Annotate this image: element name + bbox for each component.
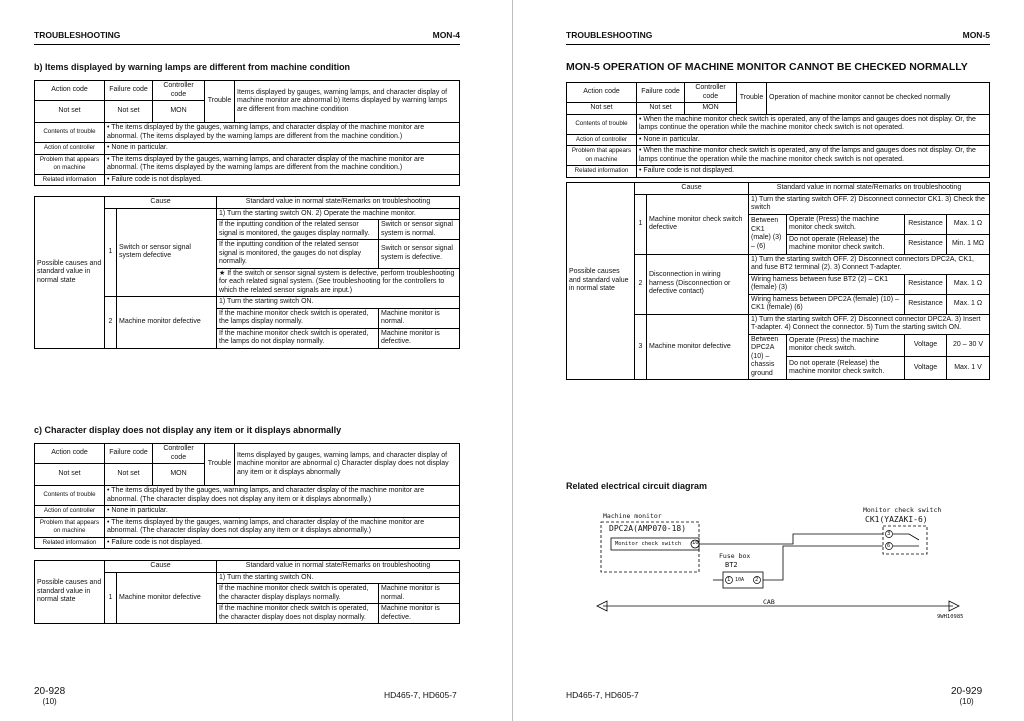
contents-text: • The items displayed by the gauges, warning lamps, and character display of the machine monitor are abnormal. (The character display does not display any item or it displays abnormally.) (105, 486, 460, 506)
measure-type: Voltage (905, 357, 947, 380)
label-controller-code: Controller code (153, 444, 205, 464)
procedure-steps: 1) Turn the starting switch OFF. 2) Disconnect connector CK1. 3) Check the switch (749, 194, 990, 214)
header-code: MON-5 (962, 30, 990, 40)
label-failure-code: Failure code (105, 444, 153, 464)
left-page-number (34, 686, 65, 706)
switch-contact (893, 534, 919, 540)
standard-value: 20 – 30 V (947, 334, 990, 357)
fuse-box-label: Fuse box (719, 552, 751, 560)
related-text: • Failure code is not displayed. (105, 174, 460, 186)
condition-text: If the machine monitor check switch is operated, the lamps do not display normally. (217, 328, 379, 348)
page-revision: (10) (42, 697, 57, 706)
label-related: Related information (35, 537, 105, 549)
pin-3-label: 3 (887, 531, 891, 537)
problem-text: • The items displayed by the gauges, warning lamps, and character display of the machine monitor are abnormal. (The items displayed by the warning lamps are different from the machine condition.) (105, 154, 460, 174)
measure-type: Resistance (905, 234, 947, 254)
condition-text: If the machine monitor check switch is operated, the lamps display normally. (217, 308, 379, 328)
condition-text: Operate (Press) the machine monitor check switch. (787, 214, 905, 234)
dpc2a-label: DPC2A(AMP070-18) (609, 524, 687, 533)
section-c-info-table (34, 443, 460, 549)
cause-name: Machine monitor defective (117, 572, 217, 624)
trouble-text: Items displayed by gauges, warning lamps, and character display of machine monitor are abnormal c) Character display does not display any item or it displays abnormally (235, 444, 460, 486)
page-revision: (10) (959, 697, 974, 706)
standard-value-header: Standard value in normal state/Remarks on troubleshooting (217, 561, 460, 573)
label-trouble: Trouble (737, 83, 767, 115)
pin-10-label: 10 (692, 540, 699, 546)
action-code-value: Not set (35, 464, 105, 486)
fuse-pin-1-label: 1 (727, 577, 731, 583)
section-b-cause-table (34, 196, 460, 349)
fuse-amp-label: 10A (735, 577, 745, 583)
right-header (566, 28, 990, 45)
trouble-text: Items displayed by gauges, warning lamps, and character display of machine monitor are abnormal b) Items displayed by warning lamps are different from machine condition (235, 81, 460, 123)
related-text: • Failure code is not displayed. (637, 166, 990, 178)
standard-value: Max. 1 Ω (947, 294, 990, 314)
label-controller-code: Controller code (685, 83, 737, 103)
problem-text: • When the machine monitor check switch is operated, any of the lamps and gauges does not display. Or, the lamps continue the operation while the machine monitor check switch is not operated. (637, 146, 990, 166)
condition-text: If the inputting condition of the related sensor signal is monitored, the gauges display normally. (217, 220, 379, 240)
label-trouble: Trouble (205, 81, 235, 123)
right-page-number (951, 686, 982, 706)
possible-causes-label: Possible causes and standard value in normal state (35, 197, 105, 349)
label-action-code: Action code (35, 444, 105, 464)
failure-code-value: Not set (105, 464, 153, 486)
label-contents: Contents of trouble (35, 486, 105, 506)
label-controller-code: Controller code (153, 81, 205, 101)
page-number: 20-929 (951, 686, 983, 697)
label-failure-code: Failure code (637, 83, 685, 103)
cause-header: Cause (105, 561, 217, 573)
procedure-steps: 1) Turn the starting switch ON. (217, 297, 460, 309)
cab-label: CAB (763, 598, 775, 606)
action-controller-text: • None in particular. (637, 134, 990, 146)
related-text: • Failure code is not displayed. (105, 537, 460, 549)
ck1-label: CK1(YAZAKI-6) (865, 515, 928, 524)
measure-type: Voltage (905, 334, 947, 357)
machine-monitor-label: Machine monitor (603, 512, 662, 520)
label-action-code: Action code (35, 81, 105, 101)
circuit-heading: Related electrical circuit diagram (566, 481, 708, 491)
right-cause-table (566, 182, 990, 380)
problem-text: • The items displayed by the gauges, warning lamps, and character display of the machine monitor are abnormal. (The character display does not display any item or it displays abnormally.) (105, 517, 460, 537)
condition-text: If the machine monitor check switch is operated, the character display does not display normally. (217, 604, 379, 624)
action-code-value: Not set (35, 101, 105, 123)
harness-text: Wiring harness between fuse BT2 (2) – CK1 (female) (3) (749, 274, 905, 294)
cause-number: 2 (635, 254, 647, 314)
label-trouble: Trouble (205, 444, 235, 486)
wire-power (763, 546, 883, 580)
section-c-cause-table (34, 560, 460, 624)
result-text: Machine monitor is defective. (379, 328, 460, 348)
right-model: HD465-7, HD605-7 (566, 690, 639, 700)
cause-header: Cause (635, 183, 749, 195)
standard-value-header: Standard value in normal state/Remarks on troubleshooting (749, 183, 990, 195)
measure-type: Resistance (905, 294, 947, 314)
label-action-code: Action code (567, 83, 637, 103)
cause-header: Cause (105, 197, 217, 209)
result-text: Switch or sensor signal system is defective. (379, 240, 460, 269)
cause-name: Disconnection in wiring harness (Disconnection or defective contact) (647, 254, 749, 314)
cause-name: Switch or sensor signal system defective (117, 208, 217, 297)
cause-number: 1 (635, 194, 647, 254)
header-code: MON-4 (432, 30, 460, 40)
label-problem: Problem that appears on machine (35, 517, 105, 537)
controller-code-value: MON (153, 101, 205, 123)
monitor-check-switch-label: Monitor check switch (615, 541, 682, 547)
contents-text: • When the machine monitor check switch is operated, any of the lamps and gauges does not display. Or, the lamps continue the operation while the machine monitor check switch is not operated. (637, 114, 990, 134)
procedure-steps: 1) Turn the starting switch ON. (217, 572, 460, 584)
standard-value: Max. 1 Ω (947, 214, 990, 234)
right-info-table (566, 82, 990, 178)
wire-signal (699, 534, 883, 544)
left-model: HD465-7, HD605-7 (384, 690, 457, 700)
condition-text: If the inputting condition of the related sensor signal is monitored, the gauges do not display normally. (217, 240, 379, 269)
standard-value: Max. 1 V (947, 357, 990, 380)
failure-code-value: Not set (637, 103, 685, 115)
cause-name: Machine monitor defective (117, 297, 217, 349)
result-text: Machine monitor is normal. (379, 308, 460, 328)
condition-text: Do not operate (Release) the machine monitor check switch. (787, 234, 905, 254)
label-problem: Problem that appears on machine (567, 146, 637, 166)
condition-text: If the machine monitor check switch is operated, the character display displays normally. (217, 584, 379, 604)
header-section: TROUBLESHOOTING (566, 30, 653, 40)
label-related: Related information (567, 166, 637, 178)
condition-text: Do not operate (Release) the machine monitor check switch. (787, 357, 905, 380)
standard-value-header: Standard value in normal state/Remarks on troubleshooting (217, 197, 460, 209)
possible-causes-label: Possible causes and standard value in normal state (35, 561, 105, 624)
condition-text: Operate (Press) the machine monitor check switch. (787, 334, 905, 357)
label-related: Related information (35, 174, 105, 186)
page-title: MON-5 OPERATION OF MACHINE MONITOR CANNOT BE CHECKED NORMALLY (566, 61, 968, 73)
fuse-pin-2-label: 2 (755, 577, 759, 583)
note-text: ★ If the switch or sensor signal system is defective, perform troubleshooting for each related signal system. (See troubleshooting for the controllers to which the related sensor signals are input.) (217, 268, 460, 297)
procedure-steps: 1) Turn the starting switch OFF. 2) Disconnect connectors DPC2A, CK1, and fuse BT2 terminal (2). 3) Connect T-adapter. (749, 254, 990, 274)
controller-code-value: MON (685, 103, 737, 115)
section-c-heading: c) Character display does not display any item or it displays abnormally (34, 425, 342, 435)
action-controller-text: • None in particular. (105, 143, 460, 155)
label-action-controller: Action of controller (567, 134, 637, 146)
label-contents: Contents of trouble (567, 114, 637, 134)
measure-type: Resistance (905, 274, 947, 294)
result-text: Machine monitor is defective. (379, 604, 460, 624)
trouble-text: Operation of machine monitor cannot be checked normally (767, 83, 990, 115)
cause-number: 2 (105, 297, 117, 349)
measure-between: Between DPC2A (10) – chassis ground (749, 334, 787, 380)
action-code-value: Not set (567, 103, 637, 115)
bt2-label: BT2 (725, 561, 738, 569)
check-switch-label: Monitor check switch (863, 506, 942, 514)
cause-number: 1 (105, 208, 117, 297)
action-controller-text: • None in particular. (105, 506, 460, 518)
label-failure-code: Failure code (105, 81, 153, 101)
label-action-controller: Action of controller (35, 506, 105, 518)
page-number: 20-928 (34, 686, 66, 697)
section-b-info-table (34, 80, 460, 186)
failure-code-value: Not set (105, 101, 153, 123)
procedure-steps: 1) Turn the starting switch ON. 2) Operate the machine monitor. (217, 208, 460, 220)
result-text: Machine monitor is normal. (379, 584, 460, 604)
cause-number: 1 (105, 572, 117, 624)
measure-type: Resistance (905, 214, 947, 234)
label-problem: Problem that appears on machine (35, 154, 105, 174)
left-header (34, 28, 460, 45)
pin-6-label: 6 (887, 543, 891, 549)
cause-name: Machine monitor defective (647, 314, 749, 380)
possible-causes-label: Possible causes and standard value in normal state (567, 183, 635, 380)
section-b-heading: b) Items displayed by warning lamps are different from machine condition (34, 62, 351, 72)
header-section: TROUBLESHOOTING (34, 30, 121, 40)
contents-text: • The items displayed by the gauges, warning lamps, and character display of the machine monitor are abnormal. (The items displayed by the warning lamps are different from the machine condition.) (105, 123, 460, 143)
procedure-steps: 1) Turn the starting switch OFF. 2) Disconnect connector DPC2A. 3) Insert T-adapter. 4) Connect the connector. 5) Turn the starting switch ON. (749, 314, 990, 334)
controller-code-value: MON (153, 464, 205, 486)
cause-number: 3 (635, 314, 647, 380)
cause-name: Machine monitor check switch defective (647, 194, 749, 254)
right-page (513, 0, 1024, 721)
standard-value: Min. 1 MΩ (947, 234, 990, 254)
label-contents: Contents of trouble (35, 123, 105, 143)
result-text: Switch or sensor signal system is normal. (379, 220, 460, 240)
harness-text: Wiring harness between DPC2A (female) (10) – CK1 (female) (6) (749, 294, 905, 314)
figure-number: 9WH10985 (937, 614, 964, 620)
standard-value: Max. 1 Ω (947, 274, 990, 294)
label-action-controller: Action of controller (35, 143, 105, 155)
measure-between: Between CK1 (male) (3) – (6) (749, 214, 787, 254)
